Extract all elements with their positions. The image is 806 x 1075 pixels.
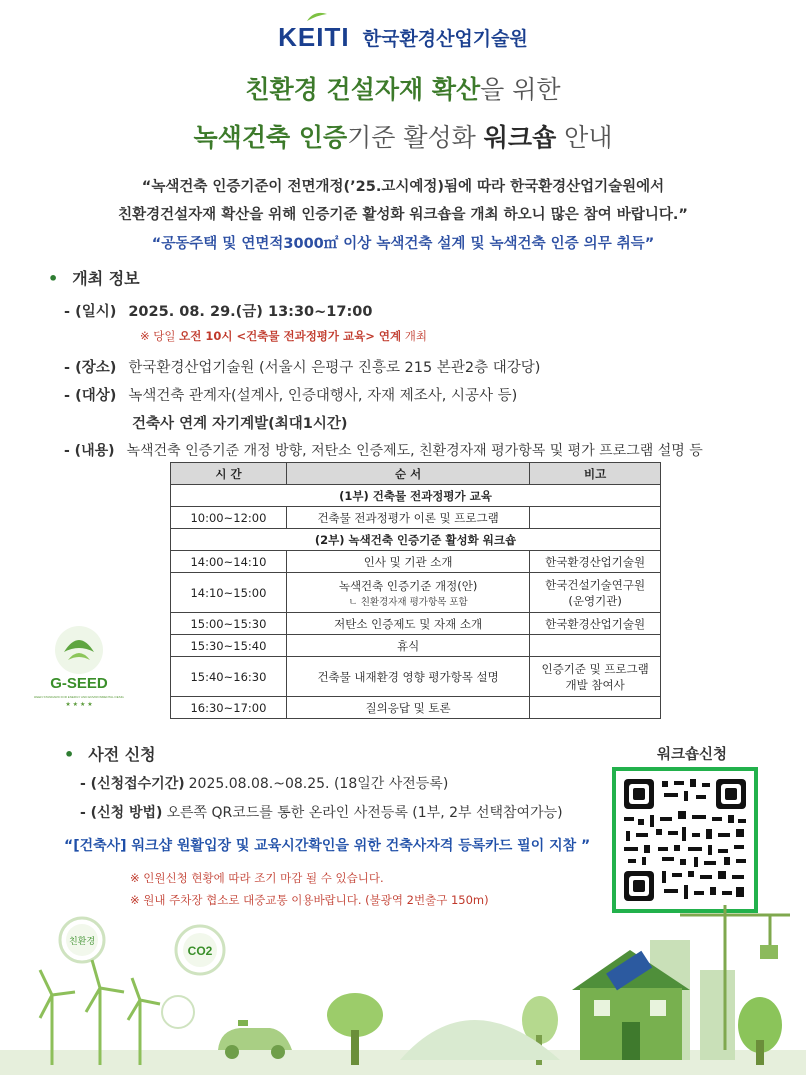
row-item-main: 녹색건축 인증기준 개정(안) (338, 578, 478, 593)
bullet-icon: • (48, 269, 59, 288)
event-info-heading-text: 개최 정보 (72, 269, 140, 288)
logo-text: KEITI (278, 22, 350, 52)
table-row (171, 613, 661, 635)
period-label: - (신청접수기간) (80, 776, 185, 792)
gseed-icon (34, 620, 124, 710)
registration-qr-code[interactable] (612, 767, 758, 913)
row-item: 휴식 (286, 635, 529, 657)
registration-heading-text: 사전 신청 (88, 745, 156, 764)
content-row (64, 440, 703, 460)
target-extra (132, 412, 348, 433)
part1-row (171, 485, 661, 507)
row-note (530, 657, 661, 697)
date-note-suffix: 개최 (401, 329, 427, 343)
gseed-text: G-SEED (50, 675, 108, 692)
qr-label: 워크숍신청 (656, 747, 728, 763)
row-item (286, 573, 529, 613)
date-note-bold: 오전 10시 <건축물 전과정평가 교육> 연계 (179, 329, 402, 343)
qr-code-icon[interactable] (616, 771, 754, 909)
header-logo (0, 22, 806, 53)
title-plain-3: 안내 (556, 123, 613, 152)
part2-row (171, 529, 661, 551)
intro-line-2: 친환경건설자재 확산을 위해 인증기준 활성화 워크숍을 개최 하오니 많은 참여 바랍니다.” (118, 207, 688, 223)
row-time: 15:40~16:30 (171, 657, 287, 697)
date-value: 2025. 08. 29.(금) 13:30~17:00 (128, 304, 373, 320)
row-item: 건축물 내재환경 영향 평가항목 설명 (286, 657, 529, 697)
target-extra-text: 건축사 연계 자기계발(최대1시간) (132, 416, 348, 432)
footer-illustration (0, 900, 806, 1075)
row-time: 15:30~15:40 (171, 635, 287, 657)
row-note (530, 697, 661, 719)
row-note-main: 인증기준 및 프로그램 (541, 661, 649, 676)
place-label: - (장소) (64, 360, 117, 376)
note-early-close: ※ 인원신청 현황에 따라 조기 마감 될 수 있습니다. (130, 871, 384, 885)
row-note-sub: 개발 참여사 (565, 677, 625, 692)
method-row (80, 802, 563, 822)
page-title-line1 (0, 70, 806, 106)
wind-turbine-icon (40, 960, 160, 1065)
gseed-stars: ★ ★ ★ ★ (65, 701, 93, 708)
gseed-subtext: GREEN STANDARD FOR ENERGY AND ENVIRONMENTAL DESIGN (34, 695, 124, 699)
date-note-prefix: ※ 당일 (140, 329, 180, 343)
table-row (171, 657, 661, 697)
row-note (530, 507, 661, 529)
row-note: 한국환경산업기술원 (530, 551, 661, 573)
title-bold-2: 녹색건축 인증 (193, 123, 348, 152)
intro-line-1: “녹색건축 인증기준이 전면개정(’25.고시예정)됨에 따라 한국환경산업기술원에서 (141, 179, 665, 195)
header-note: 비고 (530, 463, 661, 485)
eco-badge-text: 친환경 (68, 937, 96, 947)
page-title-line2 (0, 118, 806, 154)
co2-badge-icon (176, 926, 224, 974)
part2-label: (2부) 녹색건축 인증기준 활성화 워크숍 (171, 529, 661, 551)
place-value: 한국환경산업기술원 (서울시 은평구 진흥로 215 본관2층 대강당) (128, 360, 541, 376)
date-note (140, 328, 427, 344)
table-row (171, 635, 661, 657)
row-note (530, 635, 661, 657)
header-time: 시 간 (171, 463, 287, 485)
row-item: 질의응답 및 토론 (286, 697, 529, 719)
row-item: 건축물 전과정평가 이론 및 프로그램 (286, 507, 529, 529)
keiti-logo (278, 22, 349, 53)
row-item-sub: ㄴ 친환경자재 평가항목 포함 (348, 596, 468, 608)
small-badge-icon (162, 996, 194, 1028)
method-label: - (신청 방법) (80, 805, 163, 821)
registration-heading (64, 742, 156, 765)
date-row (64, 300, 372, 321)
content-label: - (내용) (64, 443, 115, 459)
date-label: - (일시) (64, 304, 117, 320)
row-item: 저탄소 인증제도 및 자재 소개 (286, 613, 529, 635)
eco-badge-icon (60, 918, 104, 962)
part1-label: (1부) 건축물 전과정평가 교육 (171, 485, 661, 507)
target-value: 녹색건축 관계자(설계사, 인증대행사, 자재 제조사, 시공사 등) (128, 388, 518, 404)
row-time: 14:10~15:00 (171, 573, 287, 613)
note-parking: ※ 원내 주차장 협소로 대중교통 이용바랍니다. (불광역 2번출구 150m) (130, 893, 489, 907)
row-time: 16:30~17:00 (171, 697, 287, 719)
target-row (64, 384, 517, 405)
table-header-row (171, 463, 661, 485)
row-note (530, 573, 661, 613)
table-row (171, 551, 661, 573)
row-item: 인사 및 기관 소개 (286, 551, 529, 573)
header-order: 순 서 (286, 463, 529, 485)
org-name: 한국환경산업기술원 (362, 28, 528, 50)
title-bold-3: 워크숍 (483, 123, 557, 152)
method-value: 오른쪽 QR코드를 통한 온라인 사전등록 (1부, 2부 선택참여가능) (166, 805, 563, 821)
table-row (171, 573, 661, 613)
period-value: 2025.08.08.~08.25. (18일간 사전등록) (188, 776, 449, 792)
place-row (64, 356, 540, 377)
content-value: 녹색건축 인증기준 개정 방향, 저탄소 인증제도, 친환경자재 평가항목 및 평가 프로그램 설명 등 (126, 443, 703, 459)
row-note-sub: (운영기관) (568, 593, 622, 608)
title-bold-1: 친환경 건설자재 확산 (245, 75, 481, 104)
co2-badge-text: CO2 (187, 944, 213, 958)
row-time: 10:00~12:00 (171, 507, 287, 529)
architect-notice: “[건축사] 워크샵 원활입장 및 교육시간확인을 위한 건축사자격 등록카드 필이 지참 ” (64, 838, 591, 854)
period-row (80, 773, 448, 793)
leaf-icon (306, 12, 328, 22)
title-plain-2: 기준 활성화 (347, 123, 484, 152)
row-note-main: 한국건설기술연구원 (545, 577, 646, 592)
schedule-table (170, 462, 661, 719)
intro-line-3: “공동주택 및 연면적3000㎡ 이상 녹색건축 설계 및 녹색건축 인증 의무 취득” (151, 236, 655, 252)
row-time: 15:00~15:30 (171, 613, 287, 635)
title-plain-1: 을 위한 (480, 75, 561, 104)
row-time: 14:00~14:10 (171, 551, 287, 573)
table-row (171, 507, 661, 529)
target-label: - (대상) (64, 388, 117, 404)
table-row (171, 697, 661, 719)
row-note: 한국환경산업기술원 (530, 613, 661, 635)
event-info-heading (48, 266, 140, 289)
gseed-badge (34, 620, 124, 710)
crane-load-icon (760, 945, 778, 959)
bullet-icon: • (64, 745, 75, 764)
